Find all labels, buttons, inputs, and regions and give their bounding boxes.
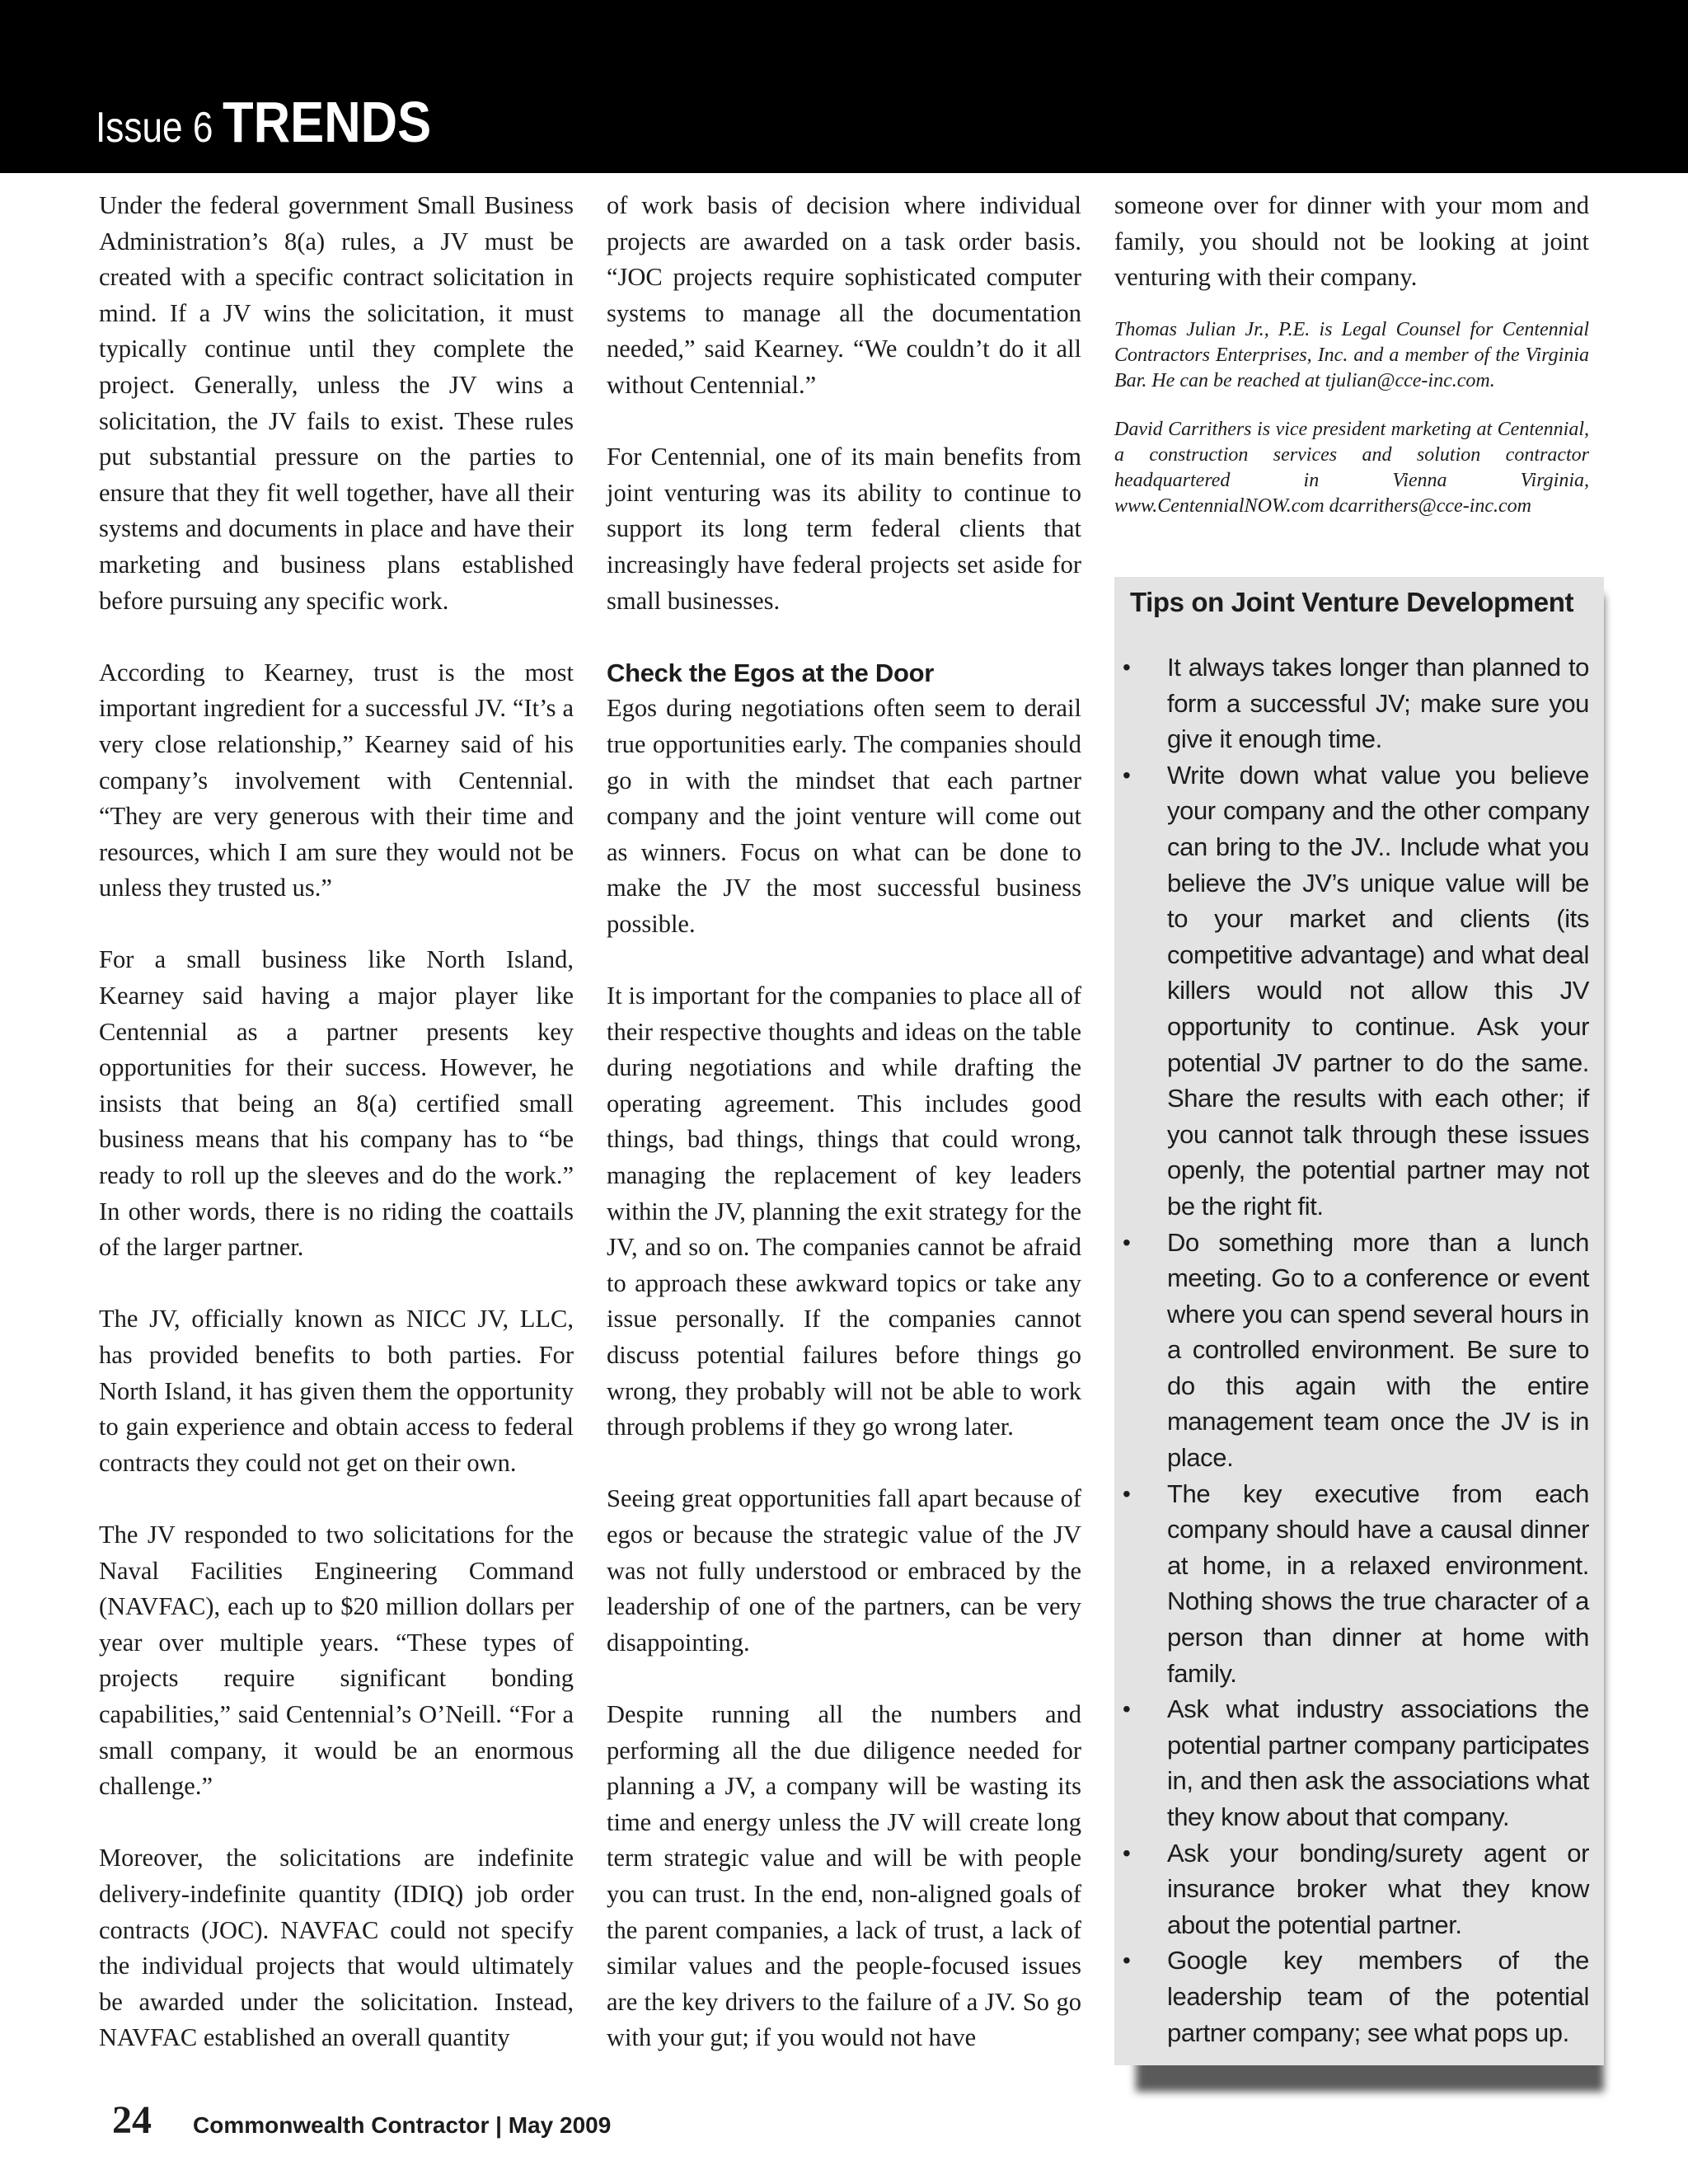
bullet-icon: •	[1123, 654, 1131, 680]
tip-text: It always takes longer than planned to form a successful JV; make sure you give it enough time.	[1167, 653, 1589, 754]
list-item	[1114, 1225, 1589, 1476]
tip-text: Ask your bonding/surety agent or insurance broker what they know about the potential partner.	[1167, 1838, 1589, 1939]
bullet-icon: •	[1123, 1947, 1131, 1974]
list-item	[1114, 649, 1589, 757]
paragraph: For Centennial, one of its main benefits from joint venturing was its ability to continue to support its long term federal clients that increasingly have federal projects set aside for small businesses.	[607, 443, 1081, 615]
bullet-icon: •	[1123, 1696, 1131, 1722]
paragraph: Moreover, the solicitations are indefinite delivery-indefinite quantity (IDIQ) job order contracts (JOC). NAVFAC could not specify the individual projects that would ultimately be awarded under the solicitation. Instead, NAVFAC established an overall quantity	[99, 1844, 574, 2052]
section-title: TRENDS	[223, 90, 432, 154]
paragraph: Under the federal government Small Business Administration’s 8(a) rules, a JV must be created with a specific contract solicitation in mind. If a JV wins the solicitation, it must typically continue until they complete the project. Generally, unless the JV wins a solicitation, the JV fails to exist. These rules put substantial pressure on the parties to ensure that they fit well together, have all their systems and documents in place and have their marketing and business plans established before pursuing any specific work.	[99, 191, 574, 615]
article-column-1	[99, 188, 574, 2056]
tips-sidebar	[1114, 577, 1604, 2065]
paragraph: someone over for dinner with your mom and family, you should not be looking at joint venturing with their company.	[1114, 191, 1589, 292]
section-header	[96, 89, 460, 155]
paragraph: For a small business like North Island, Kearney said having a major player like Centennial as a partner presents key opportunities for their success. However, he insists that being an 8(a) certified small business means that his company has to “be ready to roll up the sleeves and do the work.” In other words, there is no riding the coattails of the larger partner.	[99, 945, 574, 1262]
tip-text: Google key members of the leadership team of the potential partner company; see what pops up.	[1167, 1946, 1589, 2047]
list-item	[1114, 757, 1589, 1225]
tip-text: Ask what industry associations the potential partner company participates in, and then ask the associations what they know about that company.	[1167, 1694, 1589, 1831]
publication-info: Commonwealth Contractor | May 2009	[193, 2112, 612, 2138]
sidebar-title: Tips on Joint Venture Development	[1129, 587, 1574, 617]
paragraph: It is important for the companies to place all of their respective thoughts and ideas on the table during negotiations and while drafting the operating agreement. This includes good things, bad things, things that could wrong, managing the replacement of key leaders within the JV, planning the exit strategy for the JV, and so on. The companies cannot be afraid to approach these awkward topics or take any issue personally. If the companies cannot discuss potential failures before things go wrong, they probably will not be able to work through problems if they go wrong later.	[607, 982, 1081, 1441]
list-item	[1114, 1943, 1589, 2050]
paragraph: The JV responded to two solicitations for the Naval Facilities Engineering Command (NAVFAC), each up to $20 million dollars per year over multiple years. “These types of projects require significant bonding capabilities,” said Centennial’s O’Neill. “For a small company, it would be an enormous challenge.”	[99, 1520, 574, 1801]
paragraph: Despite running all the numbers and performing all the due diligence needed for planning a JV, a company will be wasting its time and energy unless the JV will create long term strategic value and will be with people you can trust. In the end, non-aligned goals of the parent companies, a lack of trust, a lack of similar values and the people-focused issues are the key drivers to the failure of a JV. So go with your gut; if you would not have	[607, 1699, 1081, 2052]
subheading: Check the Egos at the Door	[607, 658, 934, 687]
author-bio: Thomas Julian Jr., P.E. is Legal Counsel for Centennial Contractors Enterprises, Inc. and a member of the Virginia Bar. He can be reached at tjulian@cce-inc.com.	[1114, 318, 1589, 391]
page-footer	[112, 2097, 611, 2143]
article-column-3	[1114, 188, 1589, 519]
tips-list	[1114, 649, 1589, 2050]
bullet-icon: •	[1123, 1229, 1131, 1255]
list-item	[1114, 1835, 1589, 1943]
paragraph: According to Kearney, trust is the most important ingredient for a successful JV. “It’s a very close relationship,” Kearney said of his company’s involvement with Centennial. “They are very generous with their time and resources, which I am sure they would not be unless they trusted us.”	[99, 658, 574, 902]
list-item	[1114, 1691, 1589, 1835]
paragraph: The JV, officially known as NICC JV, LLC, has provided benefits to both parties. For North Island, it has given them the opportunity to gain experience and obtain access to federal contracts they could not get on their own.	[99, 1305, 574, 1477]
paragraph: Egos during negotiations often seem to derail true opportunities early. The companies should go in with the mindset that each partner company and the joint venture will come out as winners. Focus on what can be done to make the JV the most successful business possible.	[607, 694, 1081, 938]
bullet-icon: •	[1123, 1840, 1131, 1866]
article-column-2	[607, 188, 1081, 2056]
paragraph: of work basis of decision where individual projects are awarded on a task order basis. “JOC projects require sophisticated computer systems to manage all the documentation needed,” said Kearney. “We couldn’t do it all without Centennial.”	[607, 191, 1081, 399]
tip-text: Do something more than a lunch meeting. Go to a conference or event where you can spend several hours in a controlled environment. Be sure to do this again with the entire management team once the JV is in place.	[1167, 1227, 1589, 1473]
tip-text: The key executive from each company should have a causal dinner at home, in a relaxed environment. Nothing shows the true character of a person than dinner at home with family.	[1167, 1479, 1589, 1688]
page-number: 24	[112, 2098, 152, 2142]
bullet-icon: •	[1123, 1480, 1131, 1507]
author-bio: David Carrithers is vice president marketing at Centennial, a construction services and solution contractor headquartered in Vienna Virginia, www.CentennialNOW.com dcarrithers@cce-inc.com	[1114, 418, 1589, 517]
paragraph: Seeing great opportunities fall apart because of egos or because the strategic value of the JV was not fully understood or embraced by the leadership of one of the partners, can be very disappointing.	[607, 1484, 1081, 1657]
bullet-icon: •	[1123, 762, 1131, 788]
tip-text: Write down what value you believe your company and the other company can bring to the JV.. Include what you believe the JV’s unique value will be to your market and clients (its competitive advantage) and what deal killers would not allow this JV opportunity to continue. Ask your potential JV partner to do the same. Share the results with each other; if you cannot talk through these issues openly, the potential partner may not be the right fit.	[1167, 760, 1589, 1221]
issue-label: Issue 6	[96, 104, 213, 152]
list-item	[1114, 1476, 1589, 1692]
